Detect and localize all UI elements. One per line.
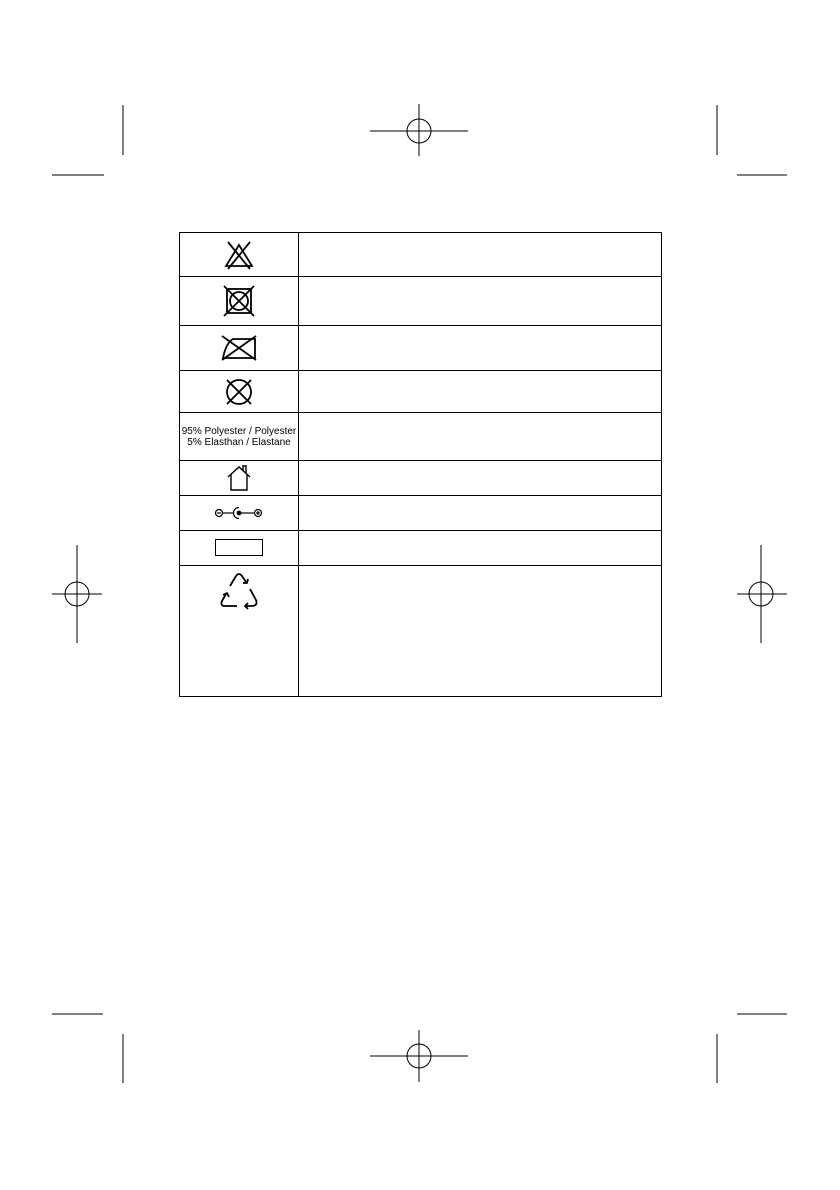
table-row <box>180 371 662 413</box>
description-cell <box>299 326 662 371</box>
table-row <box>180 413 662 461</box>
description-cell <box>299 413 662 461</box>
symbol-cell <box>180 496 299 531</box>
description-cell <box>299 371 662 413</box>
symbol-cell <box>180 371 299 413</box>
table-row <box>180 326 662 371</box>
registration-mark-right <box>735 545 789 645</box>
registration-mark-top <box>370 104 470 158</box>
symbol-cell <box>180 277 299 326</box>
house-icon <box>224 464 254 492</box>
table-row <box>180 233 662 277</box>
description-cell <box>299 461 662 496</box>
table-row <box>180 496 662 531</box>
recycling-icon <box>217 572 261 612</box>
description-cell <box>299 531 662 566</box>
description-cell <box>299 277 662 326</box>
symbol-cell <box>180 531 299 566</box>
description-cell <box>299 233 662 277</box>
symbols-table <box>179 232 662 697</box>
table-row <box>180 531 662 566</box>
description-cell <box>299 496 662 531</box>
table-row <box>180 461 662 496</box>
symbol-cell <box>180 233 299 277</box>
crossed-iron-icon <box>219 334 259 362</box>
crossed-tumble-dry-icon <box>222 285 256 317</box>
polarity-icon <box>214 505 264 521</box>
registration-mark-bottom <box>370 1030 470 1084</box>
material-line-2: 5% Elasthan / Elastane <box>187 436 291 448</box>
symbol-cell <box>180 326 299 371</box>
table-row <box>180 277 662 326</box>
crossed-triangle-icon <box>222 240 256 270</box>
crossed-circle-icon <box>223 376 255 408</box>
registration-mark-left <box>50 545 104 645</box>
material-composition <box>180 413 299 461</box>
symbol-cell <box>180 566 299 697</box>
blank-rectangle-icon <box>215 539 263 556</box>
material-line-1: 95% Polyester / Polyester <box>181 425 297 437</box>
table-row <box>180 566 662 697</box>
description-cell <box>299 566 662 697</box>
symbol-cell <box>180 461 299 496</box>
